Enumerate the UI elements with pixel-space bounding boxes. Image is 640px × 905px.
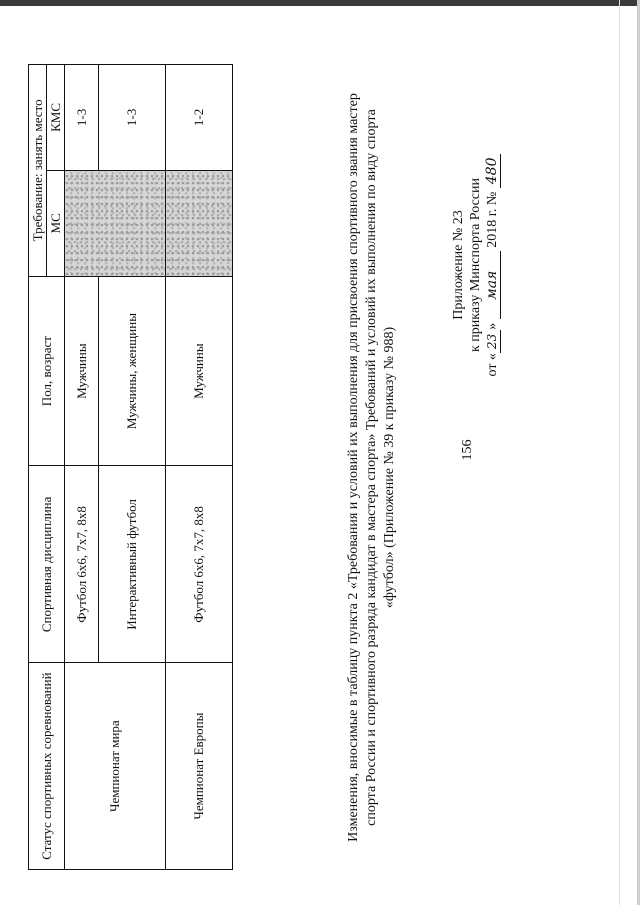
table-row: [65, 65, 99, 870]
intro-line: спорта России и спортивного разряда кандидат в мастера спорта» Требований и условий их выполнения по виду спорта: [364, 109, 379, 826]
date-close: »: [485, 322, 500, 330]
header-kms: КМС: [47, 65, 65, 171]
page-number: 156: [460, 439, 475, 461]
cell-ms-shaded: [166, 170, 233, 276]
header-status: Статус спортивных соревнований: [29, 663, 65, 870]
header-ms: МС: [47, 170, 65, 276]
table-row: [166, 65, 233, 870]
cell-status: Чемпионат мира: [65, 663, 166, 870]
handwritten-day: 23: [485, 330, 501, 353]
rotated-page: [10, 10, 610, 890]
cell-gender: Мужчины, женщины: [99, 276, 166, 466]
table-header-row: [29, 65, 47, 870]
header-requirement: Требование: занять место: [29, 65, 47, 277]
header-gender-age: Пол, возраст: [29, 276, 65, 466]
appendix-order-ref: к приказу Минспорта России: [468, 178, 483, 352]
cell-gender: Мужчины: [166, 276, 233, 466]
appendix-block: [450, 140, 501, 390]
appendix-title: Приложение № 23: [451, 210, 466, 320]
cell-kms: 1-3: [99, 65, 166, 171]
date-prefix: от «: [485, 353, 500, 377]
cell-ms-shaded: [65, 170, 166, 276]
year-text: 2018 г. №: [485, 191, 500, 248]
cell-status: Чемпионат Европы: [166, 663, 233, 870]
cell-discipline: Футбол 6х6, 7х7, 8х8: [65, 466, 99, 663]
scan-edge-top: [0, 0, 640, 6]
cell-kms: 1-3: [65, 65, 99, 171]
cell-discipline: Футбол 6х6, 7х7, 8х8: [166, 466, 233, 663]
cell-gender: Мужчины: [65, 276, 99, 466]
header-discipline: Спортивная дисциплина: [29, 466, 65, 663]
requirements-table: [28, 64, 233, 870]
appendix-date-line: [484, 140, 501, 390]
intro-line: «футбол» (Приложение № 39 к приказу № 988): [382, 326, 397, 609]
cell-discipline: Интерактивный футбол: [99, 466, 166, 663]
intro-text: [345, 65, 399, 870]
handwritten-month: мая: [485, 251, 501, 319]
handwritten-order-number: 480: [485, 154, 501, 189]
cell-kms: 1-2: [166, 65, 233, 171]
intro-line: Изменения, вносимые в таблицу пункта 2 «Требования и условий их выполнения для присвоения спортивного звания мастер: [346, 93, 361, 842]
scan-edge-line: [619, 0, 620, 905]
